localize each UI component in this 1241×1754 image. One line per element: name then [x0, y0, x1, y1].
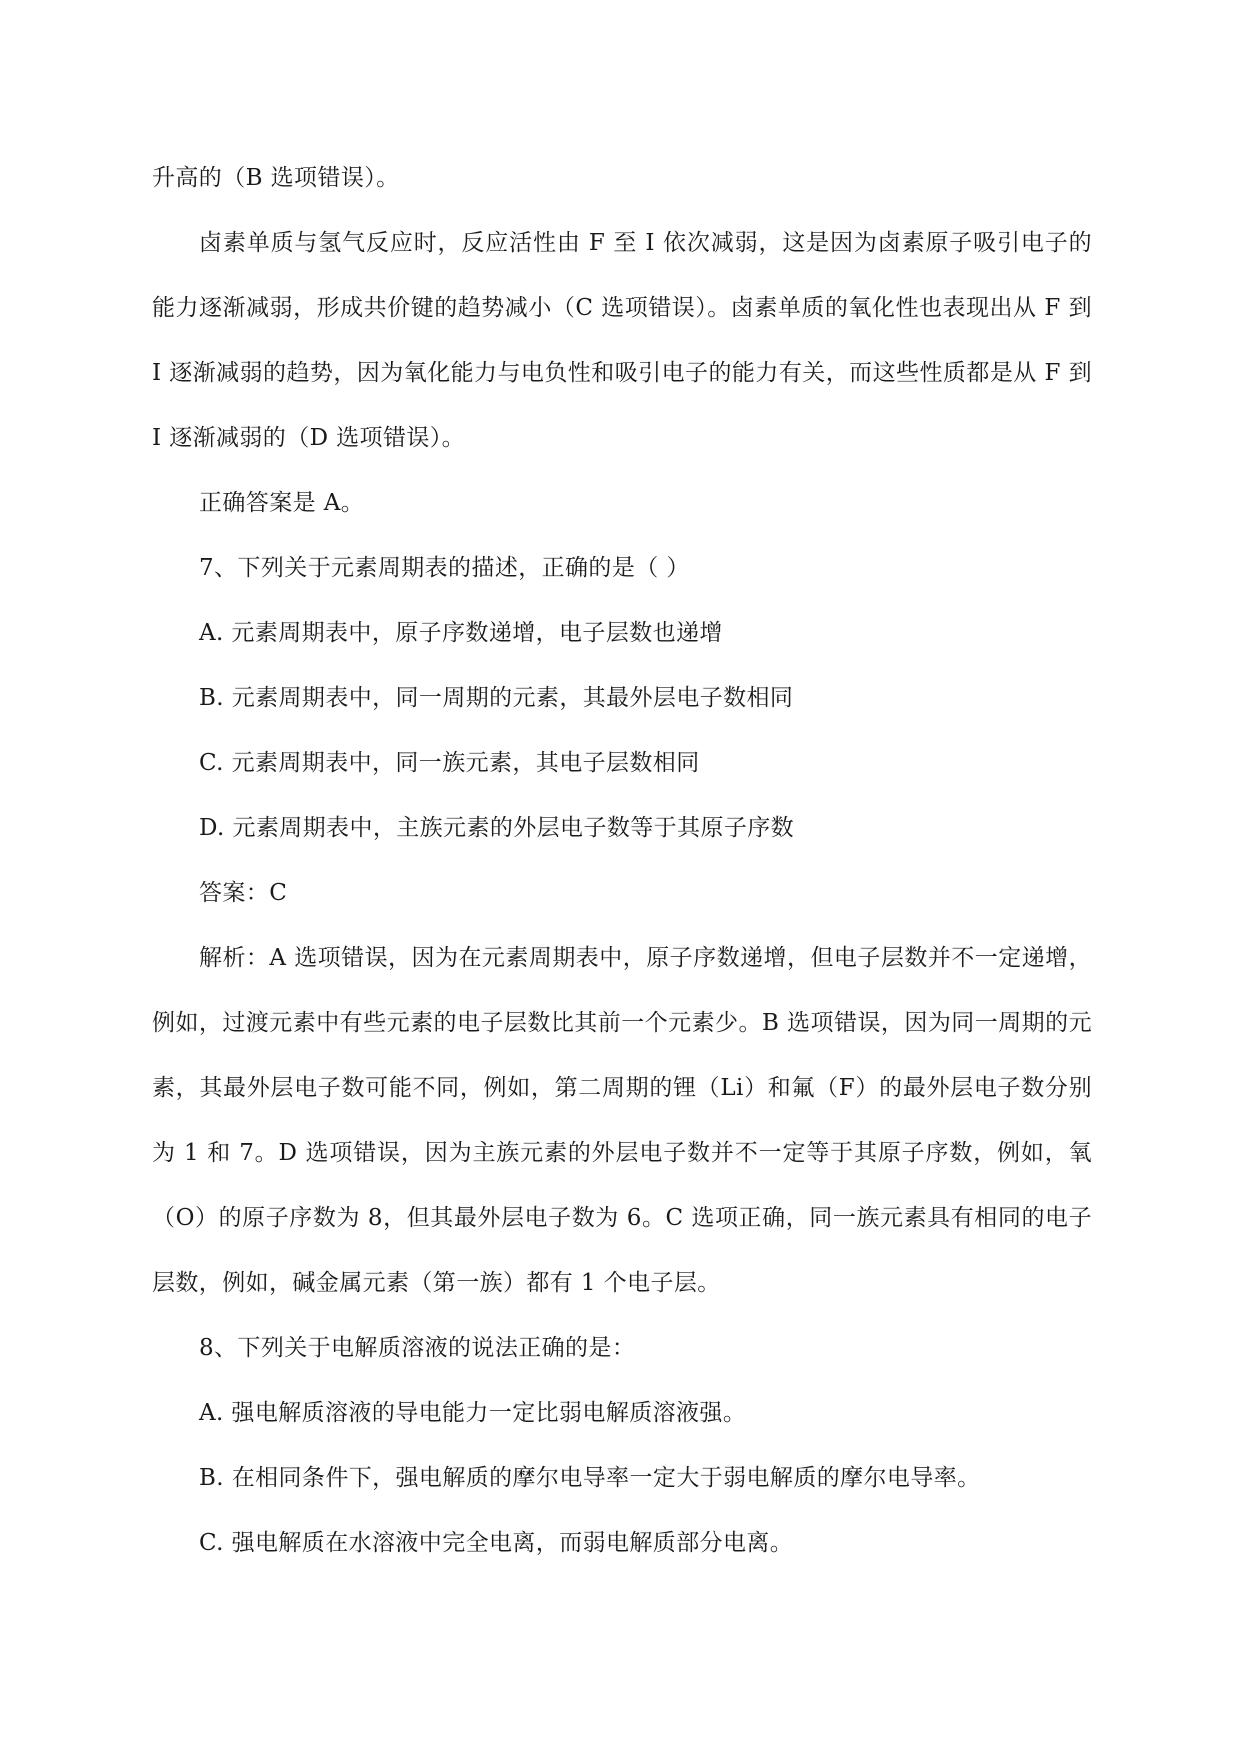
question-7-answer: 答案：C [199, 880, 288, 906]
question-7-option-d: D. 元素周期表中，主族元素的外层电子数等于其原子序数 [199, 815, 795, 841]
paragraph-correct-answer: 正确答案是 A。 [199, 490, 365, 516]
question-8-stem: 8、下列关于电解质溶液的说法正确的是： [199, 1335, 636, 1361]
question-8-option-c: C. 强电解质在水溶液中完全电离，而弱电解质部分电离。 [199, 1530, 794, 1556]
question-7-stem: 7、下列关于元素周期表的描述，正确的是（ ） [199, 555, 690, 581]
question-8-option-b: B. 在相同条件下，强电解质的摩尔电导率一定大于弱电解质的摩尔电导率。 [199, 1465, 981, 1491]
question-7-option-b: B. 元素周期表中，同一周期的元素，其最外层电子数相同 [199, 685, 794, 711]
paragraph-halogen-explanation: 卤素单质与氢气反应时，反应活性由 F 至 I 依次减弱，这是因为卤素原子吸引电子的能力逐渐减弱，形成共价键的趋势减小（C 选项错误）。卤素单质的氧化性也表现出从 F 到 I 逐渐减弱的趋势，因为氧化能力与电负性和吸引电子的能力有关，而这些性质都是从 F 到 I 逐渐减弱的（D 选项错误）。 [152, 230, 1092, 451]
question-7-option-a: A. 元素周期表中，原子序数递增，电子层数也递增 [199, 620, 723, 646]
question-8-option-a: A. 强电解质溶液的导电能力一定比弱电解质溶液强。 [199, 1400, 747, 1426]
question-7-analysis: 解析：A 选项错误，因为在元素周期表中，原子序数递增，但电子层数并不一定递增，例如，过渡元素中有些元素的电子层数比其前一个元素少。B 选项错误，因为同一周期的元素，其最外层电子数可能不同，例如，第二周期的锂（Li）和氟（F）的最外层电子数分别为 1 和 7。D 选项错误，因为主族元素的外层电子数并不一定等于其原子序数，例如，氧（O）的原子序数为 8，但其最外层电子数为 6。C 选项正确，同一族元素具有相同的电子层数，例如，碱金属元素（第一族）都有 1 个电子层。 [152, 945, 1092, 1296]
paragraph-b-option-conclusion: 升高的（B 选项错误）。 [152, 165, 400, 191]
document-body [152, 146, 1092, 1576]
question-7-option-c: C. 元素周期表中，同一族元素，其电子层数相同 [199, 750, 700, 776]
